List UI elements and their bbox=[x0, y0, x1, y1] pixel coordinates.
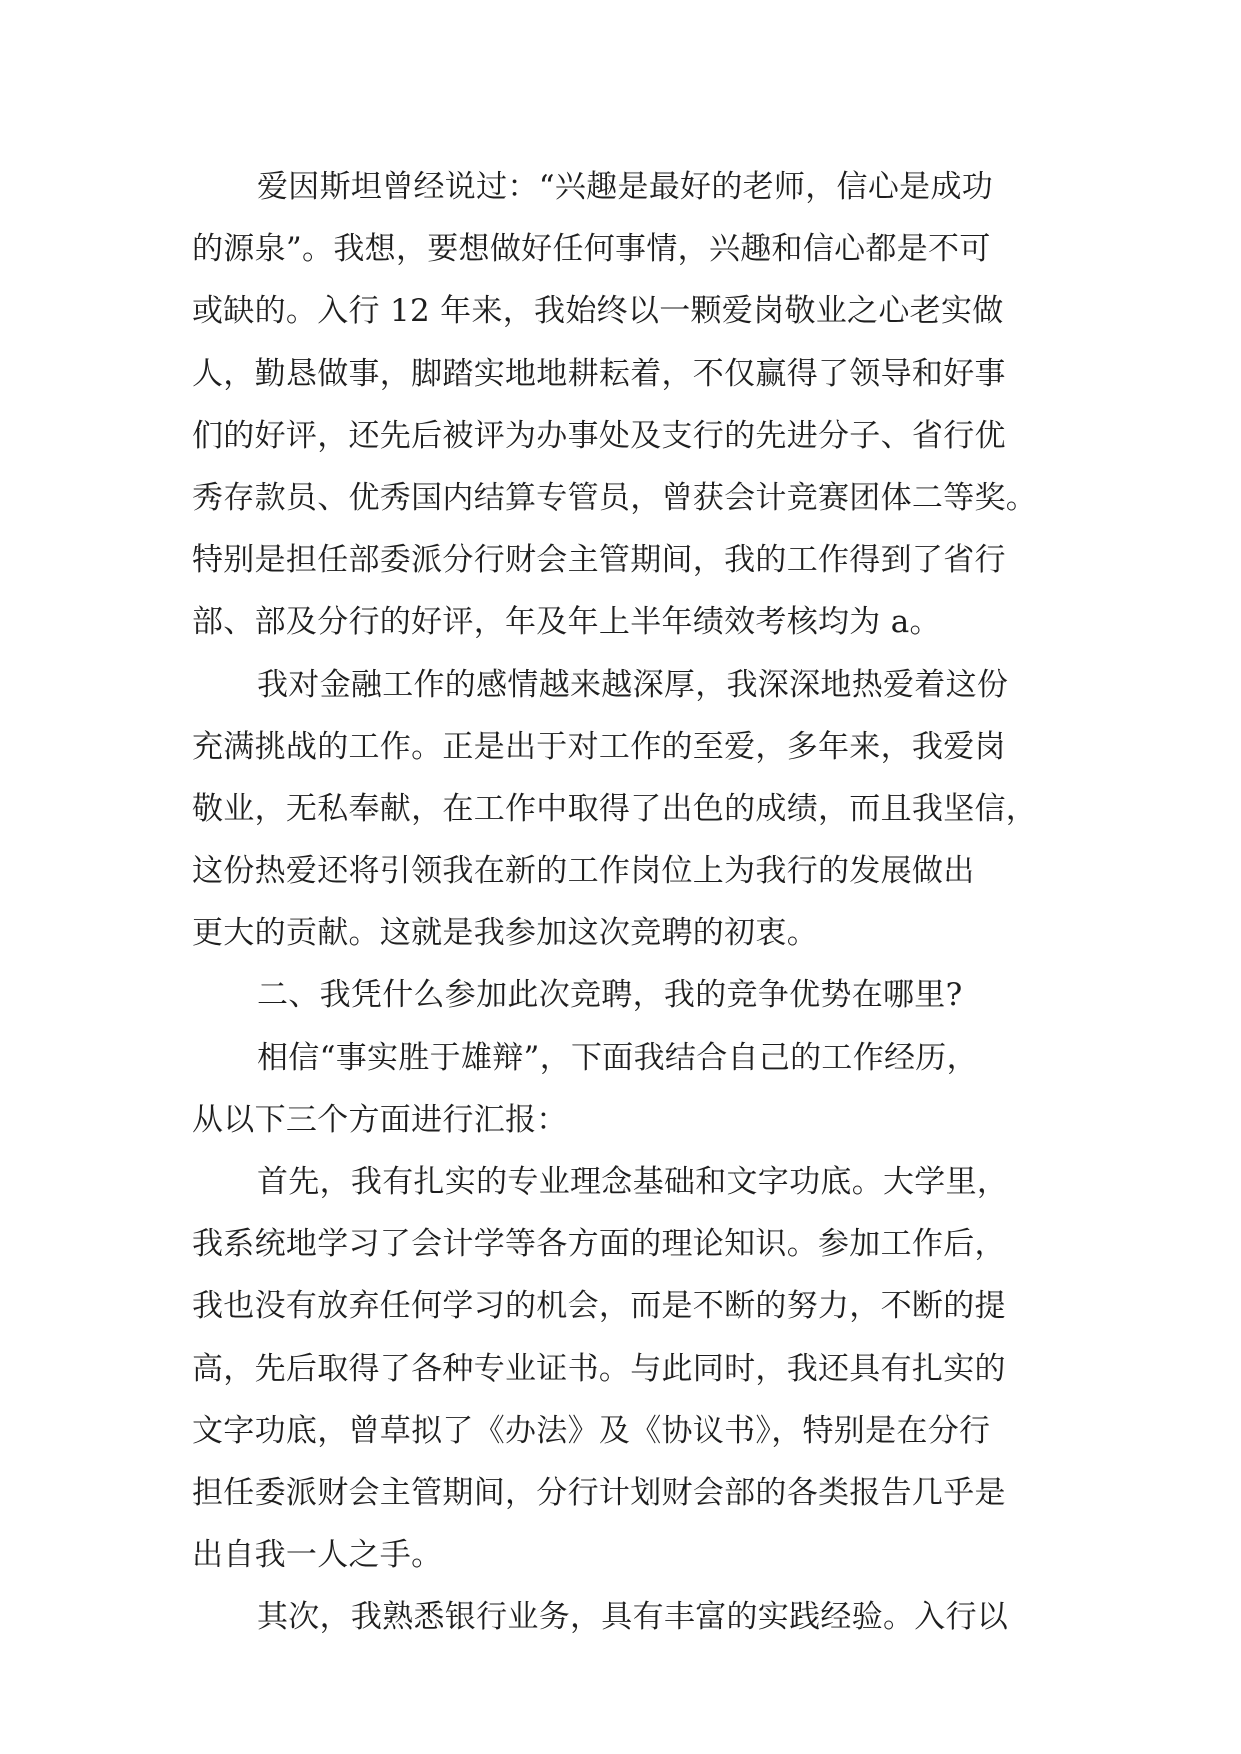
text-line: 相信“事实胜于雄辩”，下面我结合自己的工作经历， bbox=[257, 1039, 978, 1076]
text-line: 人，勤恳做事，脚踏实地地耕耘着，不仅赢得了领导和好事 bbox=[192, 355, 1006, 392]
text-line: 充满挑战的工作。正是出于对工作的至爱，多年来，我爱岗 bbox=[192, 728, 1006, 765]
text-line: 秀存款员、优秀国内结算专管员，曾获会计竞赛团体二等奖。 bbox=[192, 479, 1038, 516]
text-line: 我也没有放弃任何学习的机会，而是不断的努力，不断的提 bbox=[192, 1288, 1006, 1325]
text-line: 出自我一人之手。 bbox=[192, 1537, 443, 1574]
text-line: 担任委派财会主管期间，分行计划财会部的各类报告几乎是 bbox=[192, 1474, 1006, 1511]
text-line: 部、部及分行的好评，年及年上半年绩效考核均为 a。 bbox=[192, 604, 941, 641]
text-line: 文字功底，曾草拟了《办法》及《协议书》，特别是在分行 bbox=[192, 1412, 991, 1449]
text-line: 这份热爱还将引领我在新的工作岗位上为我行的发展做出 bbox=[192, 853, 975, 890]
text-line: 们的好评，还先后被评为办事处及支行的先进分子、省行优 bbox=[192, 417, 1006, 454]
section-heading: 二、我凭什么参加此次竞聘，我的竞争优势在哪里? bbox=[257, 977, 963, 1014]
text-line: 爱因斯坦曾经说过：“兴趣是最好的老师，信心是成功 bbox=[257, 169, 994, 205]
text-line: 更大的贡献。这就是我参加这次竞聘的初衷。 bbox=[192, 915, 818, 952]
text-line: 从以下三个方面进行汇报： bbox=[192, 1101, 568, 1138]
text-line: 我对金融工作的感情越来越深厚，我深深地热爱着这份 bbox=[257, 666, 1009, 703]
text-line: 其次，我熟悉银行业务，具有丰富的实践经验。入行以 bbox=[257, 1599, 1009, 1636]
text-line: 高，先后取得了各种专业证书。与此同时，我还具有扎实的 bbox=[192, 1350, 1006, 1387]
text-line: 特别是担任部委派分行财会主管期间，我的工作得到了省行 bbox=[192, 542, 1006, 579]
text-line: 首先，我有扎实的专业理念基础和文字功底。大学里， bbox=[257, 1164, 1009, 1200]
text-line: 的源泉”。我想，要想做好任何事情，兴趣和信心都是不可 bbox=[192, 231, 991, 268]
text-line: 我系统地学习了会计学等各方面的理论知识。参加工作后， bbox=[192, 1226, 1006, 1263]
text-line: 或缺的。入行 12 年来，我始终以一颗爱岗敬业之心老实做 bbox=[192, 293, 1004, 330]
text-line: 敬业，无私奉献，在工作中取得了出色的成绩，而且我坚信， bbox=[192, 790, 1038, 827]
body-text bbox=[192, 156, 1062, 1649]
